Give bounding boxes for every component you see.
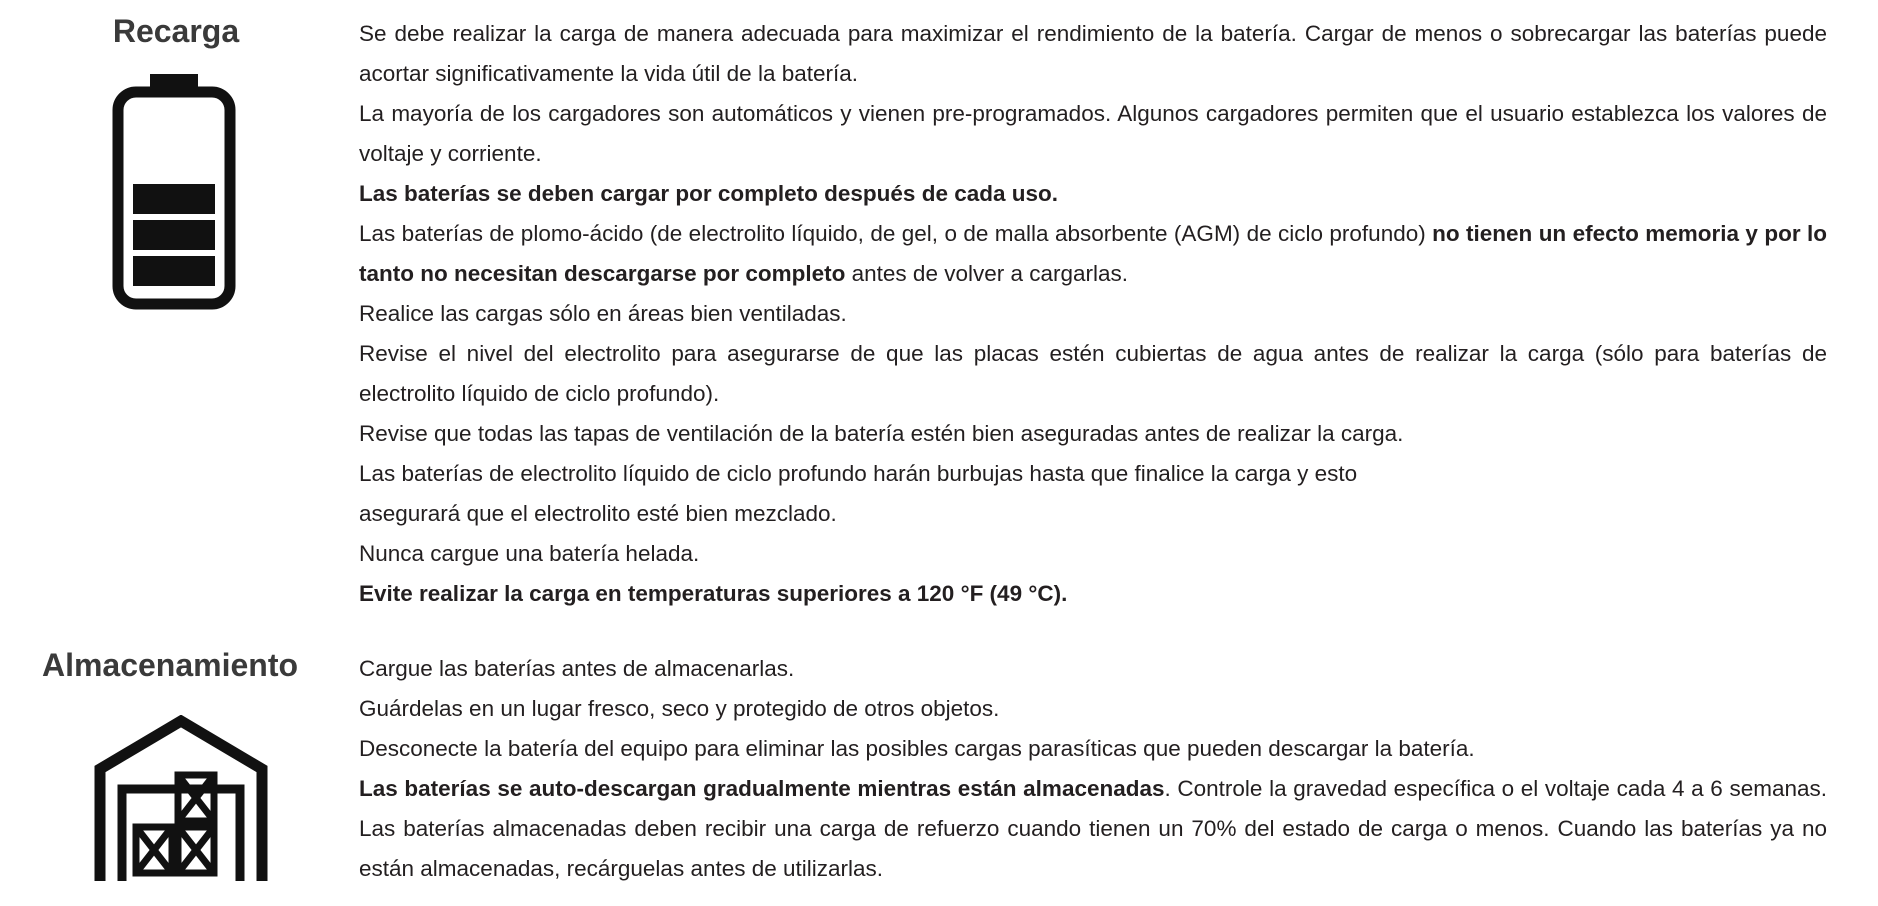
- text-run: antes de volver a cargarlas.: [845, 261, 1129, 286]
- warehouse-icon: [92, 715, 270, 885]
- text-run: Revise que todas las tapas de ventilación de la batería estén bien aseguradas antes de realizar la carga.: [359, 421, 1404, 446]
- battery-icon: [112, 74, 236, 310]
- text-run: La mayoría de los cargadores son automáticos y vienen pre-programados. Algunos cargadores permiten que el usuario establezca los valores de voltaje y corriente.: [359, 101, 1827, 166]
- recarga-content: [359, 14, 1827, 614]
- recarga-paragraphs: [359, 14, 1827, 614]
- paragraph: [359, 174, 1827, 214]
- paragraph: [359, 769, 1827, 889]
- text-run: Las baterías de electrolito líquido de ciclo profundo harán burbujas hasta que finalice la carga y esto: [359, 461, 1358, 486]
- paragraph: [359, 334, 1827, 414]
- text-run: Guárdelas en un lugar fresco, seco y protegido de otros objetos.: [359, 696, 1000, 721]
- paragraph: [359, 14, 1827, 94]
- bold-text: no tienen un efecto memoria y por lo tanto no necesitan descargarse por completo: [359, 221, 1827, 286]
- paragraph: [359, 649, 1827, 689]
- paragraph: [359, 94, 1827, 174]
- text-run: Realice las cargas sólo en áreas bien ventiladas.: [359, 301, 847, 326]
- text-run: asegurará que el electrolito esté bien mezclado.: [359, 501, 837, 526]
- text-run: Cargue las baterías antes de almacenarlas.: [359, 656, 795, 681]
- paragraph: [359, 454, 1827, 494]
- paragraph: [359, 294, 1827, 334]
- paragraph: [359, 729, 1827, 769]
- paragraph: [359, 494, 1827, 534]
- recarga-title: Recarga: [112, 13, 240, 49]
- text-run: Revise el nivel del electrolito para asegurarse de que las placas estén cubiertas de agua antes de realizar la carga (sólo para baterías de electrolito líquido de ciclo profundo).: [359, 341, 1827, 406]
- paragraph: [359, 214, 1827, 294]
- paragraph: [359, 534, 1827, 574]
- text-run: Desconecte la batería del equipo para eliminar las posibles cargas parasíticas que pueden descargar la batería.: [359, 736, 1475, 761]
- recarga-sidebar: [0, 11, 352, 51]
- text-run: Las baterías de plomo-ácido (de electrolito líquido, de gel, o de malla absorbente (AGM) de ciclo profundo): [359, 221, 1433, 246]
- almacenamiento-sidebar: [0, 645, 340, 685]
- bold-text: Evite realizar la carga en temperaturas superiores a 120 °F (49 °C).: [359, 581, 1068, 606]
- paragraph: [359, 574, 1827, 614]
- paragraph: [359, 689, 1827, 729]
- text-run: Nunca cargue una batería helada.: [359, 541, 700, 566]
- bold-text: Las baterías se auto-descargan gradualmente mientras están almacenadas: [359, 776, 1165, 801]
- text-run: Se debe realizar la carga de manera adecuada para maximizar el rendimiento de la batería. Cargar de menos o sobrecargar las baterías puede acortar significativamente la vida útil de la batería.: [359, 21, 1827, 86]
- bold-text: Las baterías se deben cargar por completo después de cada uso.: [359, 181, 1058, 206]
- almacenamiento-content: [359, 649, 1827, 889]
- almacenamiento-title: Almacenamiento: [41, 647, 299, 683]
- paragraph: [359, 414, 1827, 454]
- text-run: . Controle la gravedad específica o el voltaje cada 4 a 6 semanas. Las baterías almacenadas deben recibir una carga de refuerzo cuando tienen un 70% del estado de carga o menos. Cuando las baterías ya no están almacenadas, recárguelas antes de utilizarlas.: [359, 776, 1827, 881]
- almacenamiento-paragraphs: [359, 649, 1827, 889]
